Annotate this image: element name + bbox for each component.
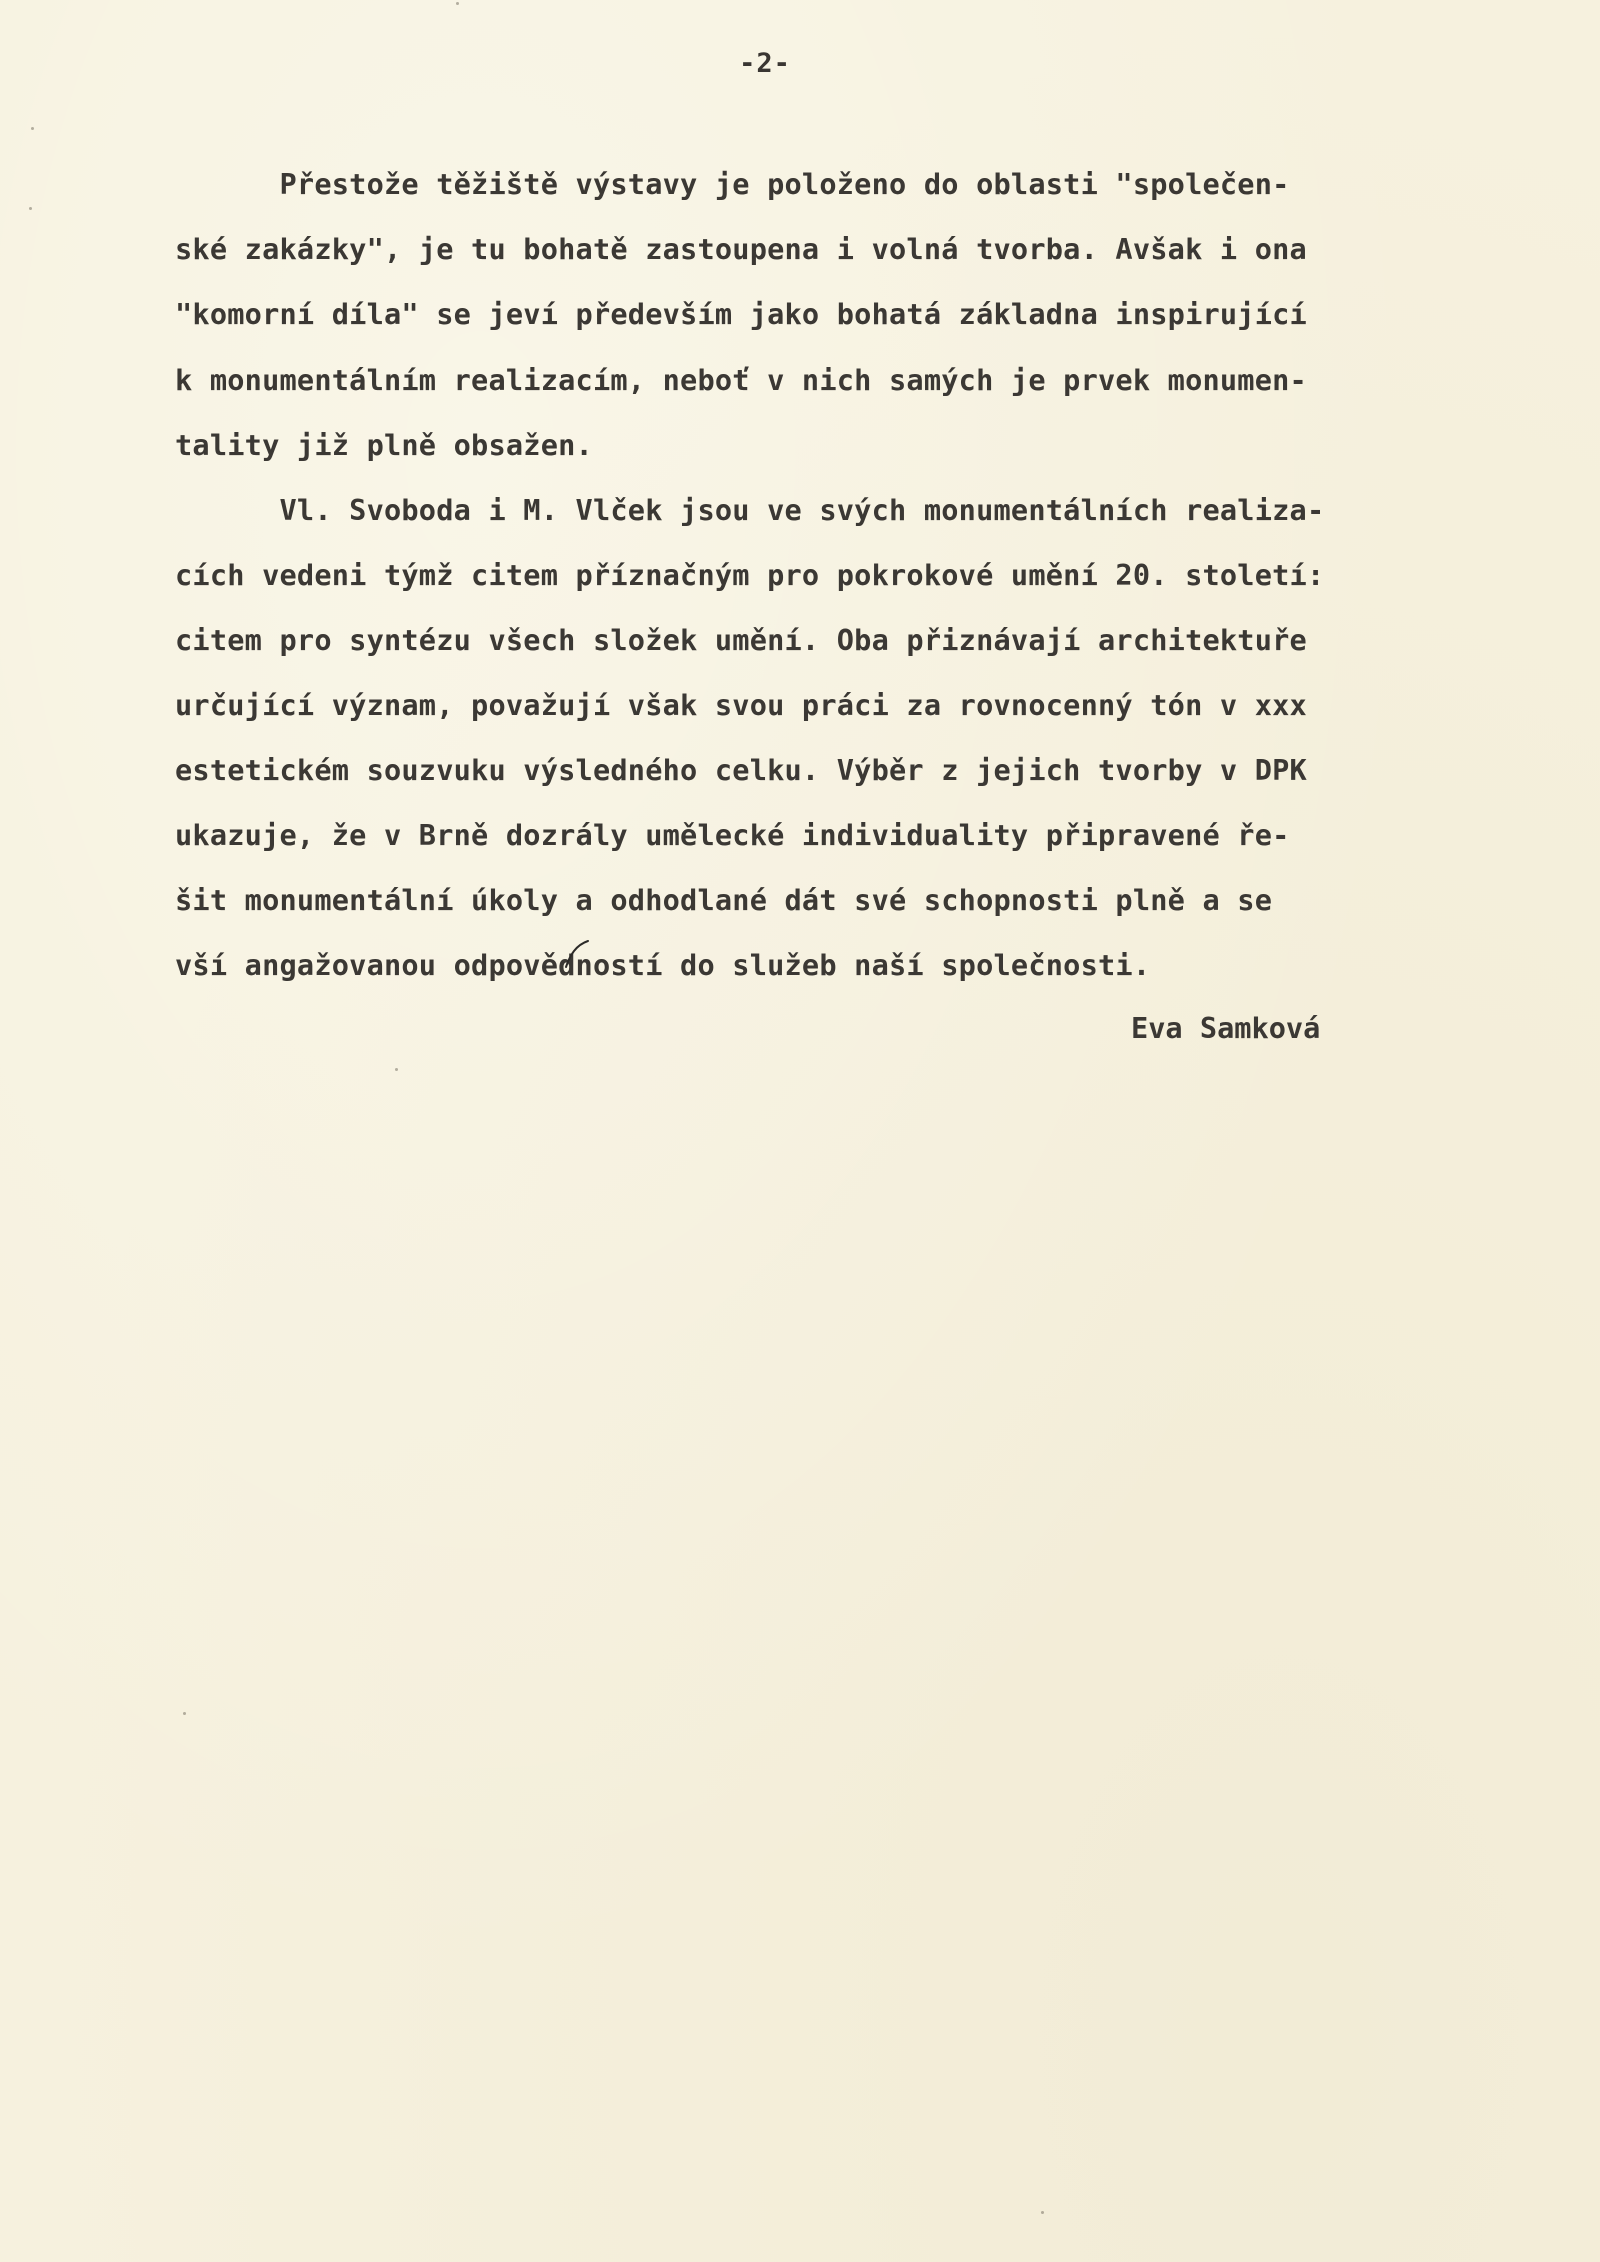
text-line: šit monumentální úkoly a odhodlané dát své schopnosti plně a se <box>175 883 1273 917</box>
text-line: vší angažovanou odpovědností do služeb naší společnosti. <box>175 948 1151 982</box>
paper-speck <box>31 127 34 130</box>
paper-speck <box>183 1712 186 1715</box>
paper-speck <box>456 2 459 5</box>
paper-speck <box>29 207 32 210</box>
text-line: estetickém souzvuku výsledného celku. Výběr z jejich tvorby v DPK <box>175 753 1307 787</box>
text-line: cích vedeni týmž citem příznačným pro pokrokové umění 20. století: <box>175 558 1325 592</box>
text-line: Vl. Svoboda i M. Vlček jsou ve svých monumentálních realiza- <box>175 493 1325 527</box>
text-line: ské zakázky", je tu bohatě zastoupena i volná tvorba. Avšak i ona <box>175 232 1307 266</box>
paper-speck <box>395 1068 398 1071</box>
text-line: "komorní díla" se jeví především jako bohatá základna inspirující <box>175 297 1307 331</box>
text-line: k monumentálním realizacím, neboť v nich samých je prvek monumen- <box>175 363 1307 397</box>
text-line: určující význam, považují však svou práci za rovnocenný tón v xxx <box>175 688 1307 722</box>
page-number: -2- <box>739 48 791 79</box>
handwritten-correction-mark <box>562 937 592 977</box>
text-line: Přestože těžiště výstavy je položeno do oblasti "společen- <box>175 167 1290 201</box>
text-line: citem pro syntézu všech složek umění. Oba přiznávají architektuře <box>175 623 1307 657</box>
paper-speck <box>1041 2211 1044 2214</box>
text-line: ukazuje, že v Brně dozrály umělecké individuality připravené ře- <box>175 818 1290 852</box>
text-line: tality již plně obsažen. <box>175 428 593 462</box>
author-signature: Eva Samková <box>1131 1011 1321 1045</box>
